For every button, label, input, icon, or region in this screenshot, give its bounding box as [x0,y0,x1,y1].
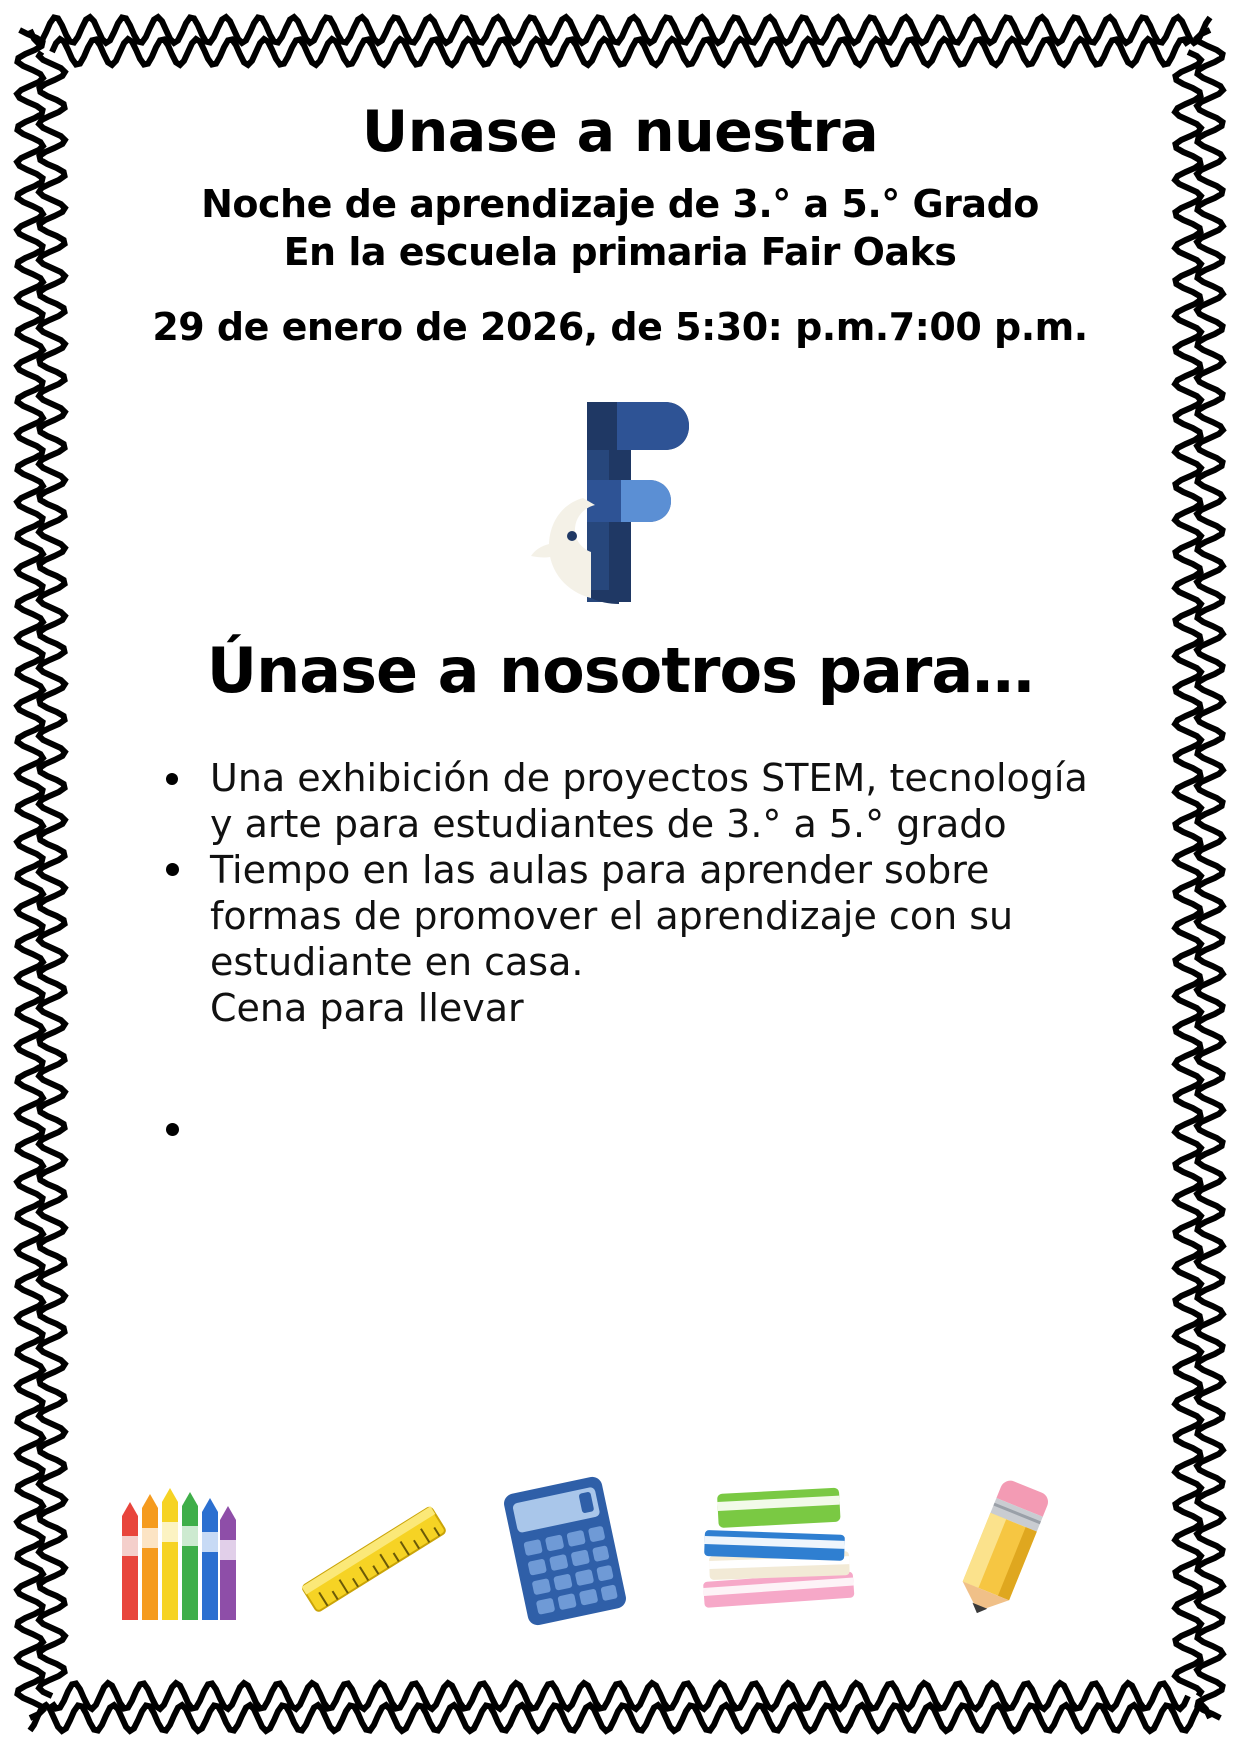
poster-bullet-list [90,755,1150,1137]
list-item [210,847,1120,985]
ruler-illustration [295,1496,455,1626]
bullet-dot-icon [166,863,179,876]
calculator-illustration [490,1476,640,1626]
books-illustration [695,1478,885,1628]
bullet-dot-icon [166,1123,179,1136]
school-supplies-row [90,1474,1150,1634]
pencil-illustration [935,1476,1070,1626]
list-item-text: Una exhibición de proyectos STEM, tecnología y arte para estudiantes de 3.° a 5.° grado [210,756,1088,846]
poster-title-line3: En la escuela primaria Fair Oaks [283,230,957,274]
poster-subheading: Únase a nosotros para… [206,634,1034,707]
logo-container [90,394,1150,609]
poster-date-line: 29 de enero de 2026, de 5:30: p.m.7:00 p.m. [152,305,1088,349]
list-item-text: Tiempo en las aulas para aprender sobre formas de promover el aprendizaje con su estudiante en casa. [210,848,1014,984]
fair-oaks-eagle-f-logo [525,394,715,609]
list-item-text: Cena para llevar [210,986,524,1030]
bullet-dot-icon [166,773,178,785]
crayons-illustration [110,1484,240,1624]
list-item [210,755,1120,847]
poster-title-line2: Noche de aprendizaje de 3.° a 5.° Grado [201,182,1039,226]
list-item [210,985,1120,1031]
list-item [210,1107,1120,1137]
poster-title-line1: Unase a nuestra [361,99,879,165]
poster-content [90,70,1150,1680]
